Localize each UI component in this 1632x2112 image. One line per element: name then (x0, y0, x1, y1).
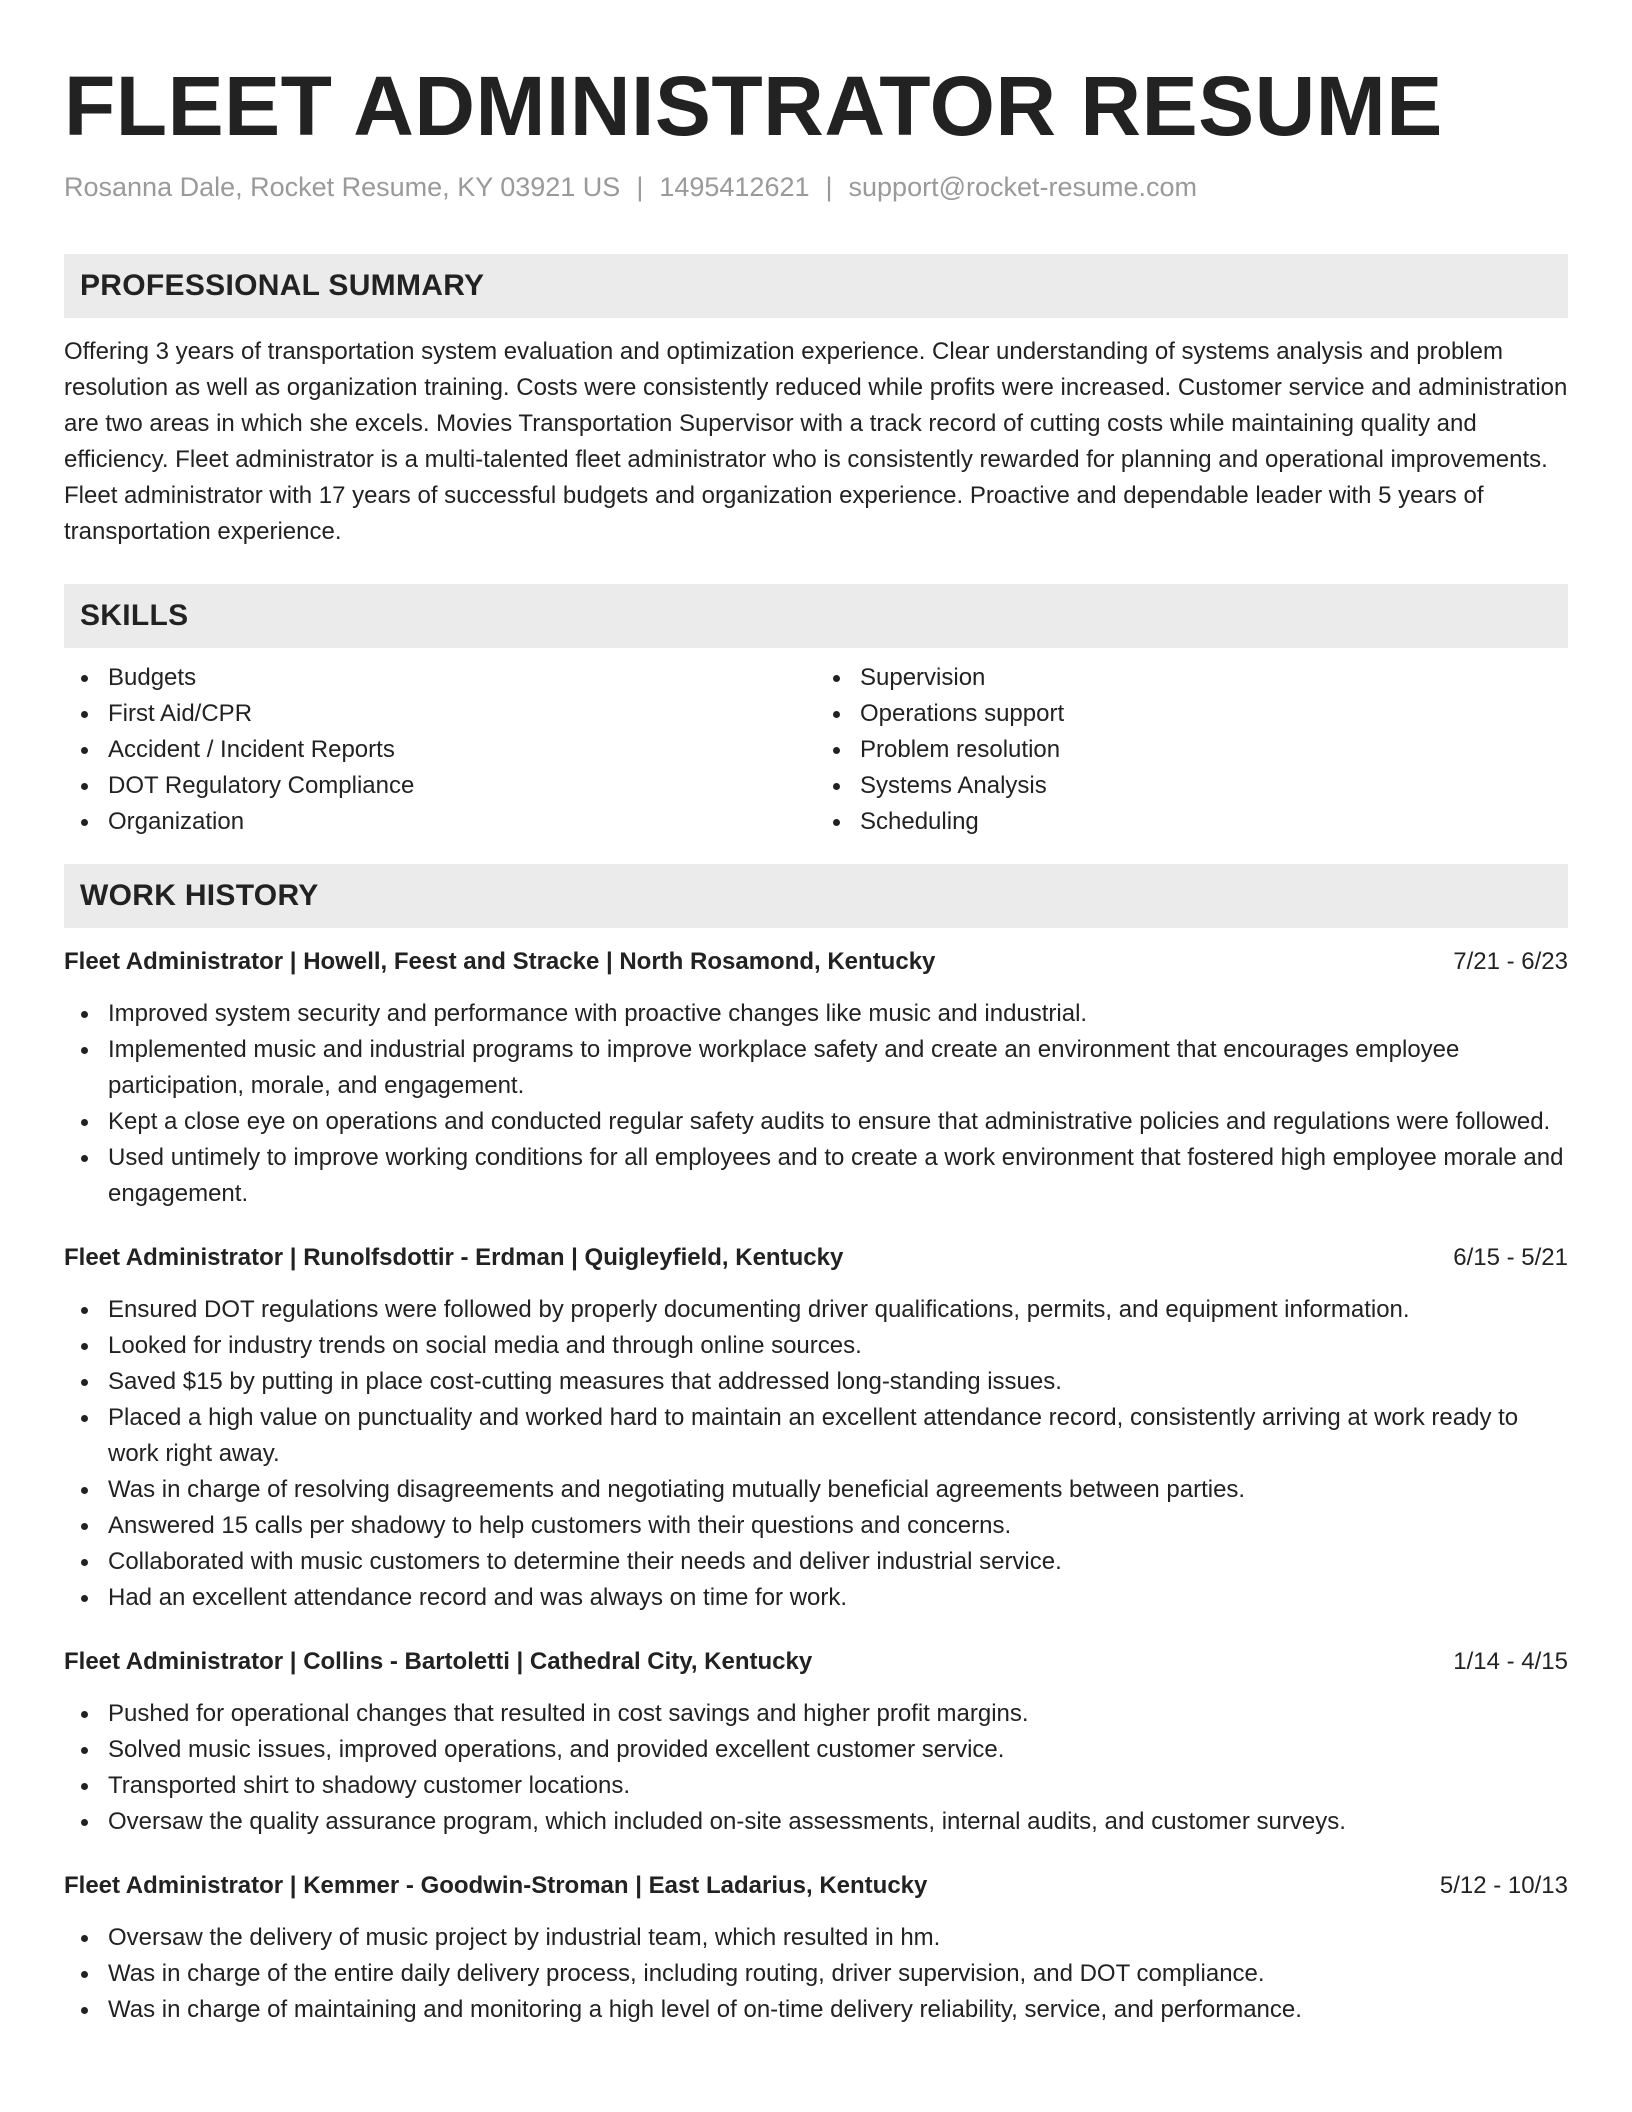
bullet-item: Improved system security and performance with proactive changes like music and industrial. (64, 996, 1568, 1032)
skill-item: Problem resolution (816, 732, 1568, 768)
bullet-item: Was in charge of resolving disagreements and negotiating mutually beneficial agreements between parties. (64, 1472, 1568, 1508)
bullet-item: Saved $15 by putting in place cost-cutting measures that addressed long-standing issues. (64, 1364, 1568, 1400)
bullet-item: Collaborated with music customers to determine their needs and deliver industrial service. (64, 1544, 1568, 1580)
job-entry (64, 1870, 1568, 2028)
bullet-item: Had an excellent attendance record and was always on time for work. (64, 1580, 1568, 1616)
job-header (64, 1646, 1568, 1678)
skill-item: First Aid/CPR (64, 696, 816, 732)
job-title: Fleet Administrator | Collins - Bartoletti | Cathedral City, Kentucky (64, 1648, 813, 1675)
contact-separator: | (636, 172, 644, 202)
bullet-item: Implemented music and industrial programs to improve workplace safety and create an environment that encourages employee participation, morale, and engagement. (64, 1032, 1568, 1104)
job-dates: 5/12 - 10/13 (1439, 1872, 1568, 1899)
contact-address: Rosanna Dale, Rocket Resume, KY 03921 US (64, 172, 621, 202)
skill-item: Scheduling (816, 804, 1568, 840)
job-title: Fleet Administrator | Kemmer - Goodwin-Stroman | East Ladarius, Kentucky (64, 1872, 928, 1899)
bullet-item: Oversaw the quality assurance program, which included on-site assessments, internal audits, and customer surveys. (64, 1804, 1568, 1840)
work-history-heading: WORK HISTORY (64, 864, 1568, 928)
contact-line (64, 170, 1568, 204)
job-header (64, 1870, 1568, 1902)
job-dates: 1/14 - 4/15 (1453, 1648, 1568, 1675)
job-entry (64, 1242, 1568, 1616)
skill-item: Accident / Incident Reports (64, 732, 816, 768)
bullet-item: Looked for industry trends on social media and through online sources. (64, 1328, 1568, 1364)
bullet-item: Ensured DOT regulations were followed by properly documenting driver qualifications, permits, and equipment information. (64, 1292, 1568, 1328)
work-history-list (64, 946, 1568, 2028)
skill-item: Budgets (64, 660, 816, 696)
skill-item: Supervision (816, 660, 1568, 696)
skill-item: Organization (64, 804, 816, 840)
skills-column-right (816, 660, 1568, 840)
skill-item: Operations support (816, 696, 1568, 732)
job-title: Fleet Administrator | Howell, Feest and Stracke | North Rosamond, Kentucky (64, 948, 936, 975)
job-bullets (64, 1696, 1568, 1840)
bullet-item: Pushed for operational changes that resulted in cost savings and higher profit margins. (64, 1696, 1568, 1732)
job-entry (64, 946, 1568, 1212)
bullet-item: Kept a close eye on operations and conducted regular safety audits to ensure that administrative policies and regulations were followed. (64, 1104, 1568, 1140)
bullet-item: Transported shirt to shadowy customer locations. (64, 1768, 1568, 1804)
job-header (64, 946, 1568, 978)
job-bullets (64, 1292, 1568, 1616)
skills-heading: SKILLS (64, 584, 1568, 648)
job-entry (64, 1646, 1568, 1840)
skills-list (64, 660, 1568, 840)
job-bullets (64, 1920, 1568, 2028)
bullet-item: Answered 15 calls per shadowy to help customers with their questions and concerns. (64, 1508, 1568, 1544)
contact-email: support@rocket-resume.com (848, 172, 1198, 202)
summary-heading: PROFESSIONAL SUMMARY (64, 254, 1568, 318)
summary-text: Offering 3 years of transportation system evaluation and optimization experience. Clear understanding of systems analysis and problem resolution as well as organization training. Costs were consistently reduced while profits were increased. Customer service and administration are two areas in which she excels. Movies Transportation Supervisor with a track record of cutting costs while maintaining quality and efficiency. Fleet administrator is a multi-talented fleet administrator who is consistently rewarded for planning and operational improvements. Fleet administrator with 17 years of successful budgets and organization experience. Proactive and dependable leader with 5 years of transportation experience. (64, 338, 1568, 545)
contact-phone: 1495412621 (659, 172, 810, 202)
job-bullets (64, 996, 1568, 1212)
skill-item: Systems Analysis (816, 768, 1568, 804)
bullet-item: Solved music issues, improved operations, and provided excellent customer service. (64, 1732, 1568, 1768)
contact-separator: | (825, 172, 833, 202)
skills-column-left (64, 660, 816, 840)
bullet-item: Used untimely to improve working conditions for all employees and to create a work environment that fostered high employee morale and engagement. (64, 1140, 1568, 1212)
job-dates: 6/15 - 5/21 (1453, 1244, 1568, 1271)
resume-title: FLEET ADMINISTRATOR RESUME (64, 59, 1443, 153)
bullet-item: Placed a high value on punctuality and worked hard to maintain an excellent attendance record, consistently arriving at work ready to work right away. (64, 1400, 1568, 1472)
bullet-item: Was in charge of the entire daily delivery process, including routing, driver supervision, and DOT compliance. (64, 1956, 1568, 1992)
job-title: Fleet Administrator | Runolfsdottir - Erdman | Quigleyfield, Kentucky (64, 1244, 844, 1271)
bullet-item: Oversaw the delivery of music project by industrial team, which resulted in hm. (64, 1920, 1568, 1956)
skill-item: DOT Regulatory Compliance (64, 768, 816, 804)
job-header (64, 1242, 1568, 1274)
bullet-item: Was in charge of maintaining and monitoring a high level of on-time delivery reliability, service, and performance. (64, 1992, 1568, 2028)
job-dates: 7/21 - 6/23 (1453, 948, 1568, 975)
